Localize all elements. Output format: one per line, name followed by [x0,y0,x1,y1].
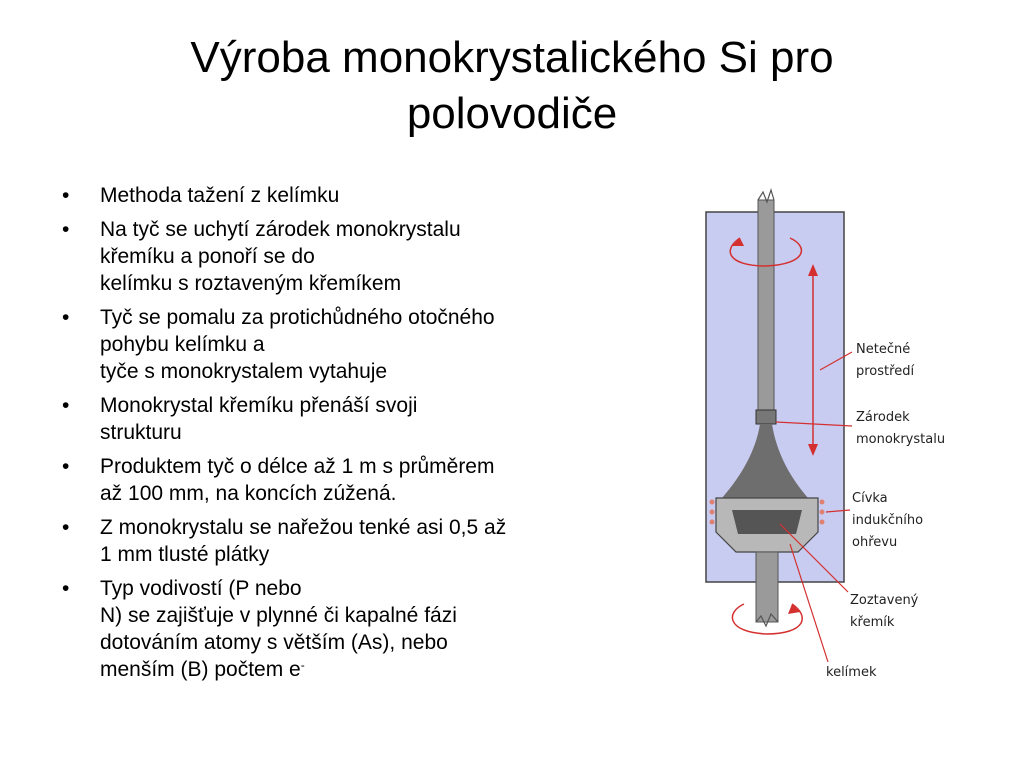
slide-title [60,30,964,142]
bullet-text: pohybu kelímku a [100,333,265,356]
label-coil-2: indukčního [852,513,924,528]
bullet-item [62,575,602,683]
bullet-text: kelímku s roztaveným křemíkem [100,272,402,295]
bullet-item [62,453,602,507]
bullet-text: Methoda tažení z kelímku [100,184,340,207]
bullet-dot: • [62,306,70,329]
label-melt-2: křemík [850,615,895,630]
bullet-item [62,514,602,568]
bullet-text: Z monokrystalu se nařežou tenké asi 0,5 až [100,516,507,539]
label-coil-1: Cívka [852,491,888,506]
bullet-text: až 100 mm, na koncích zúžená. [100,482,397,505]
coil-turn [710,510,715,515]
bullet-text: Tyč se pomalu za protichůdného otočného [100,306,495,329]
label-melt-1: Zoztavený [850,593,919,608]
seed-crystal [756,410,776,424]
bullet-text: strukturu [100,421,182,444]
bullet-text: 1 mm tlusté plátky [100,543,270,566]
label-crucible: kelímek [826,665,877,680]
coil-turn [820,510,825,515]
bullet-text: Na tyč se uchytí zárodek monokrystalu [100,218,461,241]
bullet-dot: • [62,394,70,417]
bullet-item [62,304,602,385]
bullet-text: dotováním atomy s větším (As), nebo [100,631,448,654]
bullet-dot: • [62,516,70,539]
bullet-text: Produktem tyč o délce až 1 m s průměrem [100,455,495,478]
coil-turn [710,520,715,525]
bullet-dot: • [62,184,70,207]
bullet-text [100,656,602,683]
czochralski-diagram [670,180,970,700]
coil-turn [820,520,825,525]
bullet-dot: • [62,218,70,241]
bullet-text: tyče s monokrystalem vytahuje [100,360,388,383]
coil-turn [710,500,715,505]
bullet-list [62,182,602,690]
diagram-svg [670,180,970,700]
label-inert-2: prostředí [856,364,915,379]
pull-rod [758,200,774,410]
label-seed-2: monokrystalu [856,432,946,447]
label-seed-1: Zárodek [856,410,910,425]
crucible-shaft [756,552,778,622]
title-line-1: Výroba monokrystalického Si pro [190,33,834,82]
bullet-text: Typ vodivostí (P nebo [100,577,302,600]
bullet-item [62,392,602,446]
bullet-item [62,182,602,209]
coil-turn [820,500,825,505]
bullet-text: křemíku a ponoří se do [100,245,315,268]
label-coil-3: ohřevu [852,535,898,550]
bullet-text-main: menším (B) počtem e [100,658,301,681]
bullet-item [62,216,602,297]
title-line-2: polovodiče [406,89,618,138]
electron-superscript: - [300,658,305,672]
molten-silicon [732,510,802,534]
bullet-dot: • [62,577,70,600]
bullet-dot: • [62,455,70,478]
label-inert-1: Netečné [856,342,911,357]
bullet-text: N) se zajišťuje v plynné či kapalné fázi [100,604,457,627]
bullet-text: Monokrystal křemíku přenáší svoji [100,394,418,417]
